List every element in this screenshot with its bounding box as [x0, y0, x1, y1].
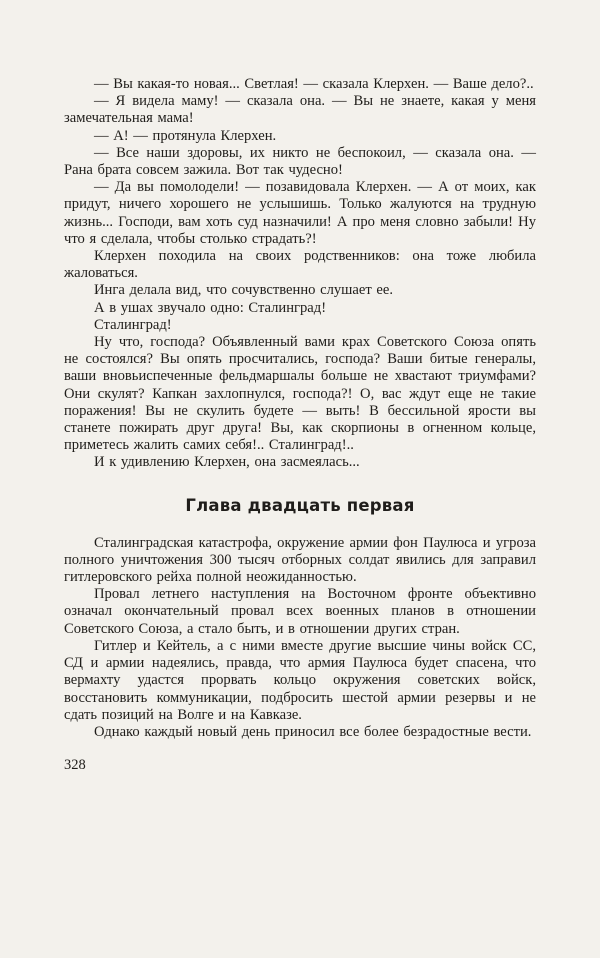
- paragraph: Однако каждый новый день приносил все более безрадостные вести.: [94, 723, 532, 740]
- paragraph: — А! — протянула Клерхен.: [94, 127, 277, 144]
- paragraph: Гитлер и Кейтель, а с ними вместе другие высшие чины войск СС, СД и армии надеялись, правда, что армия Паулюса будет спасена, что вермахту удастся прорвать кольцо окружения советских войск, восстановить коммуникации, подбросить шестой армии резервы и не сдать позиций на Волге и на Кавказе.: [64, 637, 536, 723]
- paragraph: — Да вы помолодели! — позавидовала Клерхен. — А от моих, как придут, ничего хорошего не услышишь. Только жалуются на трудную жизнь... Господи, вам хоть суд назначили! А про меня словно забыли! Ну что я сделала, чтобы столько страдать?!: [64, 179, 536, 247]
- paragraph: Провал летнего наступления на Восточном фронте объективно означал окончательный провал всех военных планов в отношении Советского Союза, а стало быть, и в отношении других стран.: [64, 586, 536, 637]
- paragraph: Клерхен походила на своих родственников: она тоже любила жаловаться.: [64, 248, 536, 282]
- chapter-heading: Глава двадцать первая: [185, 495, 415, 515]
- paragraph: — Я видела маму! — сказала она. — Вы не знаете, какая у меня замечательная мама!: [64, 93, 536, 127]
- paragraph: Сталинградская катастрофа, окружение армии фон Паулюса и угроза полного уничтожения 300 тысяч отборных солдат явились для заправил гитлеровского рейха полной неожиданностью.: [64, 534, 536, 586]
- paragraph: А в ушах звучало одно: Сталинград!: [94, 299, 327, 316]
- paragraph: Инга делала вид, что сочувственно слушает ее.: [94, 282, 393, 299]
- paragraph: — Все наши здоровы, их никто не беспокоил, — сказала она. — Рана брата совсем зажила. Вот так чудесно!: [64, 144, 536, 179]
- paragraph: И к удивлению Клерхен, она засмеялась...: [94, 454, 360, 471]
- page-number: 328: [64, 757, 86, 774]
- paragraph: — Вы какая-то новая... Светлая! — сказала Клерхен. — Ваше дело?..: [94, 76, 534, 92]
- paragraph: Ну что, господа? Объявленный вами крах Советского Союза опять не состоялся? Вы опять просчитались, господа? Ваши битые генералы, ваши вновьиспеченные фельдмаршалы больше не хвастают триумфами? Они скулят? Капкан захлопнулся, господа?! О, вас ждут еще не такие поражения! Вы не скулить будете — выть! В бессильной ярости вы станете пожирать друг друга! Вы, как скорпионы в огненном кольце, приметесь жалить самих себя!.. Сталинград!..: [64, 334, 536, 454]
- paragraph: Сталинград!: [94, 316, 172, 333]
